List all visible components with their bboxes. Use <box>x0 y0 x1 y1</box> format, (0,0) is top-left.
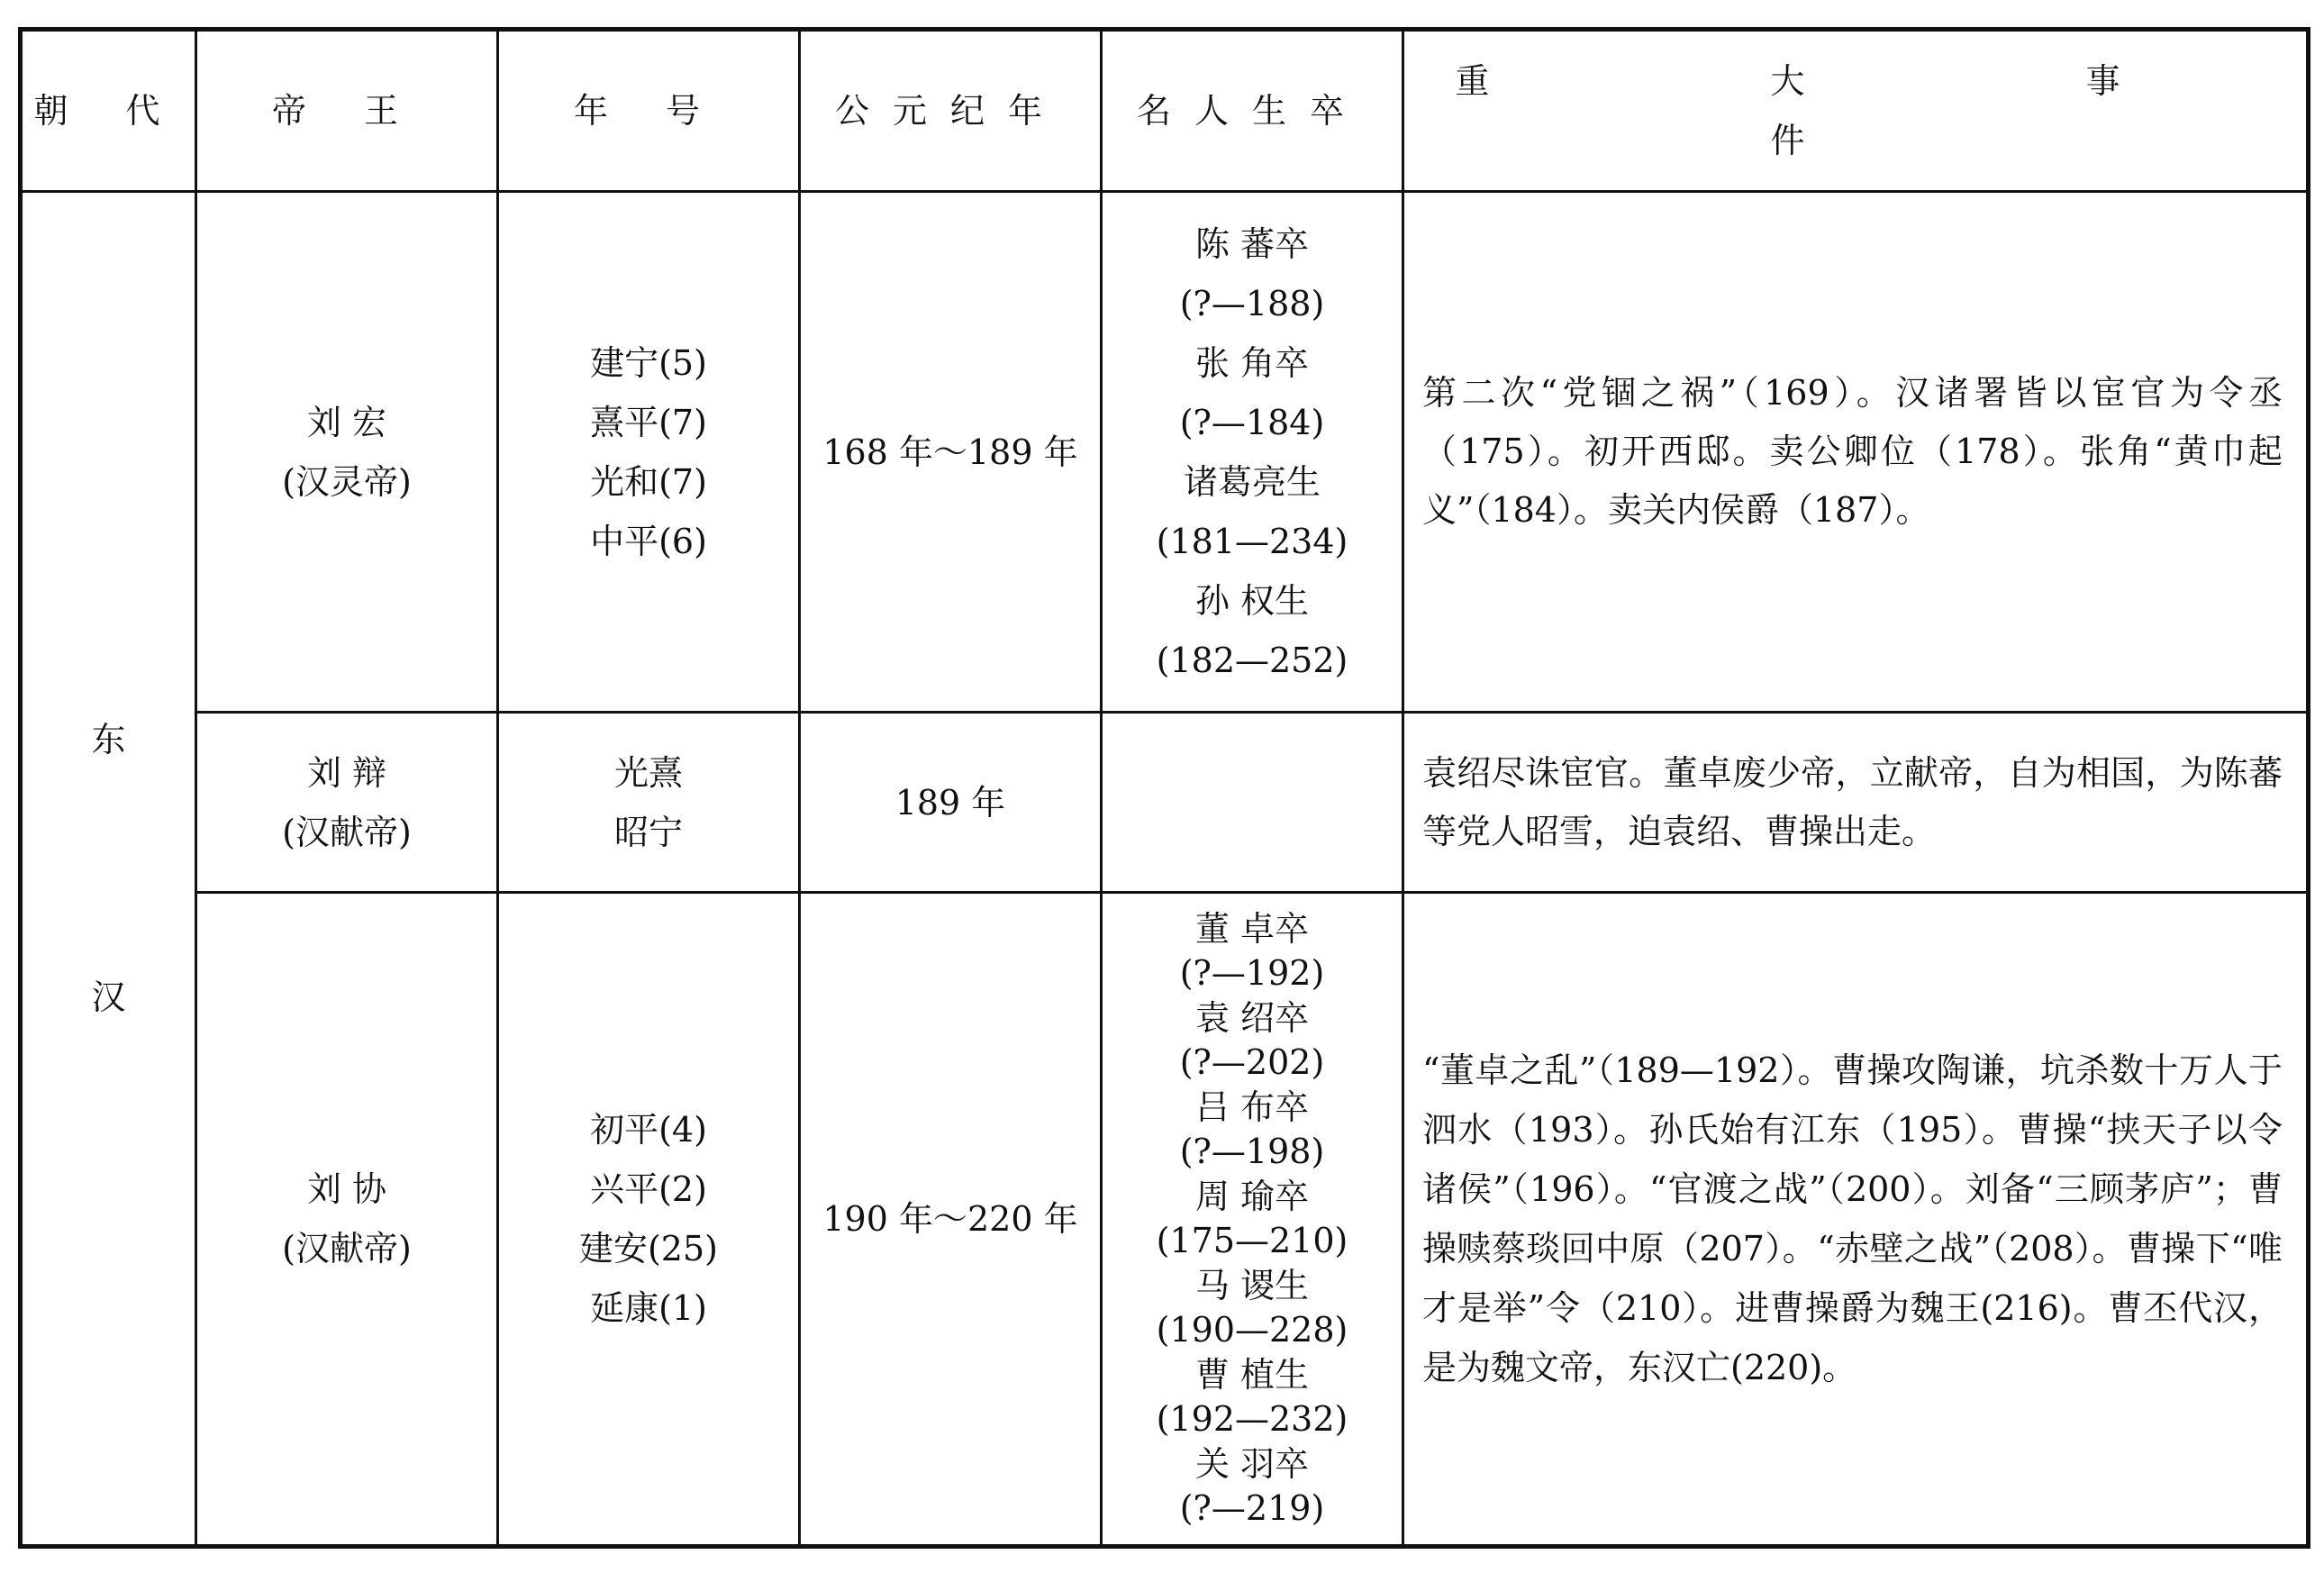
notables-cell <box>1102 192 1403 713</box>
era-name: 熹平(7) <box>590 402 707 442</box>
notable-line: (181—234) <box>1156 521 1348 561</box>
era-cell <box>498 192 800 713</box>
emperor-name: 刘 协 <box>306 1169 387 1209</box>
emperor-name: 刘 宏 <box>306 402 387 442</box>
table-row <box>21 713 2309 893</box>
notable-line: 袁 绍卒 <box>1194 997 1310 1038</box>
header-emperor: 帝 王 <box>196 30 498 192</box>
notables-cell <box>1102 713 1403 893</box>
years-cell: 168 年～189 年 <box>800 192 1102 713</box>
notable-line: (192—232) <box>1156 1399 1348 1439</box>
header-years: 公元纪年 <box>800 30 1102 192</box>
events-cell: 第二次“党锢之祸”（169）。汉诸署皆以宦官为令丞（175）。初开西邸。卖公卿位（178）。张角“黄巾起义”（184）。卖关内侯爵（187）。 <box>1403 192 2309 713</box>
notable-line: (?—219) <box>1179 1488 1325 1528</box>
notable-line: 周 瑜卒 <box>1194 1176 1310 1216</box>
era-name: 光和(7) <box>590 461 707 502</box>
notable-line: 马 谡生 <box>1194 1265 1310 1305</box>
dynasty-cell <box>21 192 196 1547</box>
years-cell: 189 年 <box>800 713 1102 893</box>
notable-line: (?—198) <box>1179 1132 1325 1171</box>
emperor-cell <box>196 192 498 713</box>
era-cell <box>498 713 800 893</box>
emperor-title: (汉灵帝) <box>282 461 412 502</box>
notable-line: 陈 蕃卒 <box>1194 223 1310 264</box>
notable-line: (?—192) <box>1179 953 1325 993</box>
emperor-title: (汉献帝) <box>282 812 412 852</box>
era-cell <box>498 893 800 1547</box>
era-name: 延康(1) <box>590 1288 707 1328</box>
notable-line: (190—228) <box>1156 1310 1348 1350</box>
era-name: 中平(6) <box>590 521 707 561</box>
emperor-cell <box>196 713 498 893</box>
notable-line: 曹 植生 <box>1194 1354 1310 1395</box>
header-row <box>21 30 2309 192</box>
notable-line: 孙 权生 <box>1194 580 1310 621</box>
notable-line: (?—202) <box>1179 1042 1325 1082</box>
header-era: 年 号 <box>498 30 800 192</box>
table-row <box>21 192 2309 713</box>
era-name: 初平(4) <box>590 1110 707 1150</box>
notable-line: 诸葛亮生 <box>1183 461 1321 502</box>
events-cell: “董卓之乱”（189—192）。曹操攻陶谦，坑杀数十万人于泗水（193）。孙氏始有江东（195）。曹操“挟天子以令诸侯”（196）。“官渡之战”（200）。刘备“三顾茅庐”；曹操赎蔡琰回中原（207）。“赤壁之战”（208）。曹操下“唯才是举”令（210）。进曹操爵为魏王(216)。曹丕代汉，是为魏文帝，东汉亡(220)。 <box>1403 893 2309 1547</box>
notable-line: 张 角卒 <box>1194 342 1310 383</box>
table-row <box>21 893 2309 1547</box>
notable-line: (?—184) <box>1179 402 1325 442</box>
dynasty-char: 汉 <box>91 977 126 1017</box>
notables-cell <box>1102 893 1403 1547</box>
header-notables: 名人生卒 <box>1102 30 1403 192</box>
era-name: 建安(25) <box>578 1229 718 1268</box>
notable-line: 吕 布卒 <box>1194 1087 1310 1127</box>
years-cell: 190 年～220 年 <box>800 893 1102 1547</box>
header-events: 重 大 事 件 <box>1403 30 2309 192</box>
era-name: 兴平(2) <box>590 1169 707 1209</box>
notable-line: 关 羽卒 <box>1194 1443 1310 1484</box>
notable-line: 董 卓卒 <box>1194 908 1310 949</box>
emperor-title: (汉献帝) <box>282 1229 412 1268</box>
notable-line: (?—188) <box>1179 283 1325 323</box>
chronology-table <box>18 27 2310 1549</box>
era-name: 建宁(5) <box>590 342 707 383</box>
era-name: 昭宁 <box>613 812 683 852</box>
dynasty-char: 东 <box>91 720 126 759</box>
notable-line: (182—252) <box>1156 640 1348 680</box>
header-dynasty: 朝 代 <box>21 30 196 192</box>
era-name: 光熹 <box>613 752 683 793</box>
emperor-cell <box>196 893 498 1547</box>
events-cell: 袁绍尽诛宦官。董卓废少帝，立献帝，自为相国，为陈蕃等党人昭雪，迫袁绍、曹操出走。 <box>1403 713 2309 893</box>
emperor-name: 刘 辩 <box>306 752 387 793</box>
notable-line: (175—210) <box>1156 1221 1348 1260</box>
